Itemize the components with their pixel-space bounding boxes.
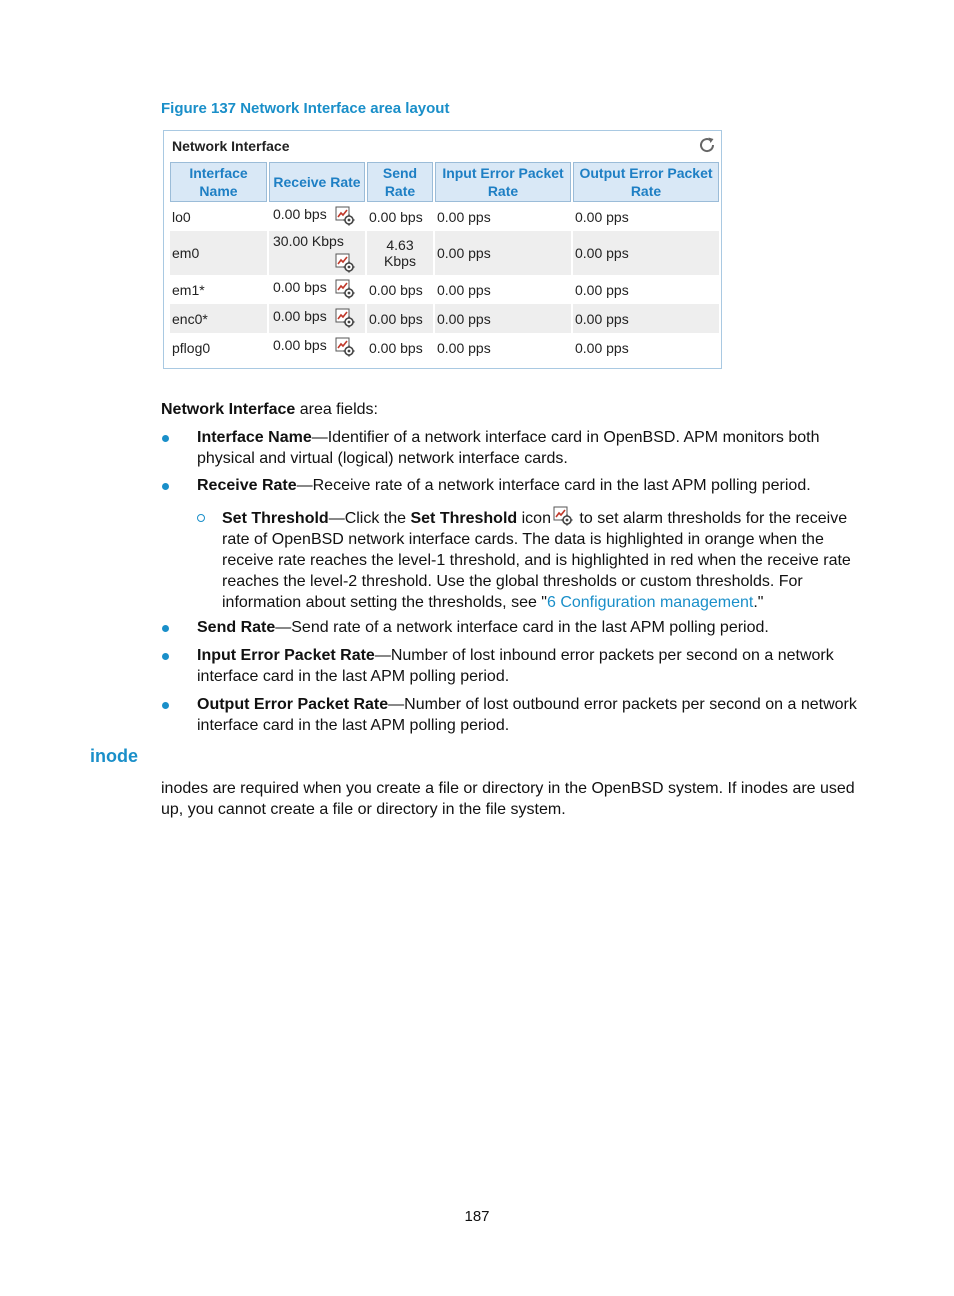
list-item — [197, 617, 867, 638]
item-text: ." — [753, 594, 764, 611]
list-item — [197, 427, 867, 469]
table-row — [170, 333, 719, 362]
item-text: —Identifier of a network interface card in OpenBSD. APM monitors both physical and virtual (logical) network interface cards. — [197, 429, 820, 467]
interface-name-cell: em0 — [170, 231, 267, 275]
set-threshold-icon[interactable] — [335, 253, 355, 273]
table-row — [170, 304, 719, 333]
interface-name-cell: em1* — [172, 281, 205, 298]
output-error-cell: 0.00 pps — [575, 281, 629, 298]
bullet-icon — [162, 625, 169, 632]
item-term: Output Error Packet Rate — [197, 696, 389, 713]
bullet-icon — [162, 435, 169, 442]
set-threshold-icon[interactable] — [335, 279, 355, 299]
item-text: —Number of lost outbound error packets per second on a network interface card in the last APM polling period. — [197, 696, 857, 734]
set-threshold-icon[interactable] — [335, 308, 355, 328]
column-header[interactable]: Input Error Packet Rate — [435, 162, 571, 202]
item-term: Interface Name — [197, 429, 312, 446]
item-text: —Receive rate of a network interface card in the last APM polling period. — [296, 477, 811, 494]
interface-name-cell: enc0* — [170, 304, 267, 333]
configuration-management-link[interactable]: 6 Configuration management — [546, 594, 754, 611]
input-error-cell: 0.00 pps — [437, 281, 491, 298]
figure-caption: Figure 137 Network Interface area layout — [161, 100, 450, 117]
receive-rate-value: 0.00 bps — [273, 206, 327, 222]
set-threshold-icon — [553, 506, 573, 526]
item-text: —Send rate of a network interface card in the last APM polling period. — [275, 619, 769, 636]
receive-rate-cell — [269, 202, 365, 231]
bullet-icon — [162, 702, 169, 709]
receive-rate-value: 0.00 bps — [273, 337, 327, 353]
send-rate-cell: 0.00 bps — [367, 304, 433, 333]
table-row — [170, 231, 719, 275]
intro-term: Network Interface — [161, 401, 296, 418]
column-header[interactable]: Output Error Packet Rate — [573, 162, 719, 202]
receive-rate-cell — [269, 304, 365, 333]
item-text: icon — [517, 510, 551, 527]
sub-list-item — [222, 506, 867, 613]
output-error-cell: 0.00 pps — [575, 339, 629, 356]
item-term: Input Error Packet Rate — [197, 647, 375, 664]
sub-bullet-icon — [197, 514, 205, 522]
bullet-icon — [162, 483, 169, 490]
receive-rate-cell — [269, 275, 365, 304]
receive-rate-value: 0.00 bps — [273, 279, 327, 295]
list-item — [197, 475, 867, 496]
output-error-cell: 0.00 pps — [573, 304, 719, 333]
column-header[interactable]: Interface Name — [170, 162, 267, 202]
interface-name-cell: lo0 — [172, 208, 191, 225]
network-interface-table — [168, 162, 721, 362]
input-error-cell: 0.00 pps — [435, 304, 571, 333]
intro-text: area fields: — [295, 401, 378, 418]
item-term: Set Threshold — [222, 510, 329, 527]
receive-rate-value: 30.00 Kbps — [273, 233, 344, 249]
table-row — [170, 275, 719, 304]
list-item — [197, 645, 867, 687]
section-heading: inode — [90, 746, 138, 766]
receive-rate-value: 0.00 bps — [273, 308, 327, 324]
network-interface-panel — [163, 130, 722, 369]
item-term: Receive Rate — [197, 477, 297, 494]
interface-name-cell: pflog0 — [172, 339, 211, 356]
page-number: 187 — [464, 1208, 490, 1225]
item-term: Send Rate — [197, 619, 276, 636]
input-error-cell: 0.00 pps — [435, 231, 571, 275]
table-row — [170, 202, 719, 231]
panel-title: Network Interface — [172, 138, 290, 154]
intro-line — [161, 399, 378, 420]
item-text: —Number of lost inbound error packets per second on a network interface card in the last APM polling period. — [197, 647, 834, 685]
item-term: Set Threshold — [410, 510, 518, 527]
column-header[interactable]: Send Rate — [367, 162, 433, 202]
column-header[interactable]: Receive Rate — [269, 162, 365, 202]
input-error-cell: 0.00 pps — [437, 339, 491, 356]
send-rate-cell: 0.00 bps — [369, 208, 423, 225]
receive-rate-cell — [269, 231, 365, 275]
section-paragraph: inodes are required when you create a file or directory in the OpenBSD system. If inodes are used up, you cannot create a file or directory in the file system. — [161, 780, 855, 818]
item-text: —Click the — [328, 510, 411, 527]
list-item — [197, 694, 867, 736]
output-error-cell: 0.00 pps — [573, 231, 719, 275]
item-text: to set alarm thresholds for the receive rate of OpenBSD network interface cards. The data is highlighted in orange when the receive rate reaches the level-1 threshold, and is highlighted in red when the receive rate reaches the level-2 threshold. Use the global thresholds or custom thresholds. For information about setting the thresholds, see " — [222, 510, 851, 611]
set-threshold-icon[interactable] — [335, 206, 355, 226]
bullet-icon — [162, 653, 169, 660]
refresh-icon[interactable] — [697, 135, 717, 155]
send-rate-cell: 0.00 bps — [369, 281, 423, 298]
set-threshold-icon[interactable] — [335, 337, 355, 357]
send-rate-cell: 0.00 bps — [369, 339, 423, 356]
input-error-cell: 0.00 pps — [437, 208, 491, 225]
receive-rate-cell — [269, 333, 365, 362]
send-rate-cell: 4.63 Kbps — [367, 231, 433, 275]
output-error-cell: 0.00 pps — [575, 208, 629, 225]
